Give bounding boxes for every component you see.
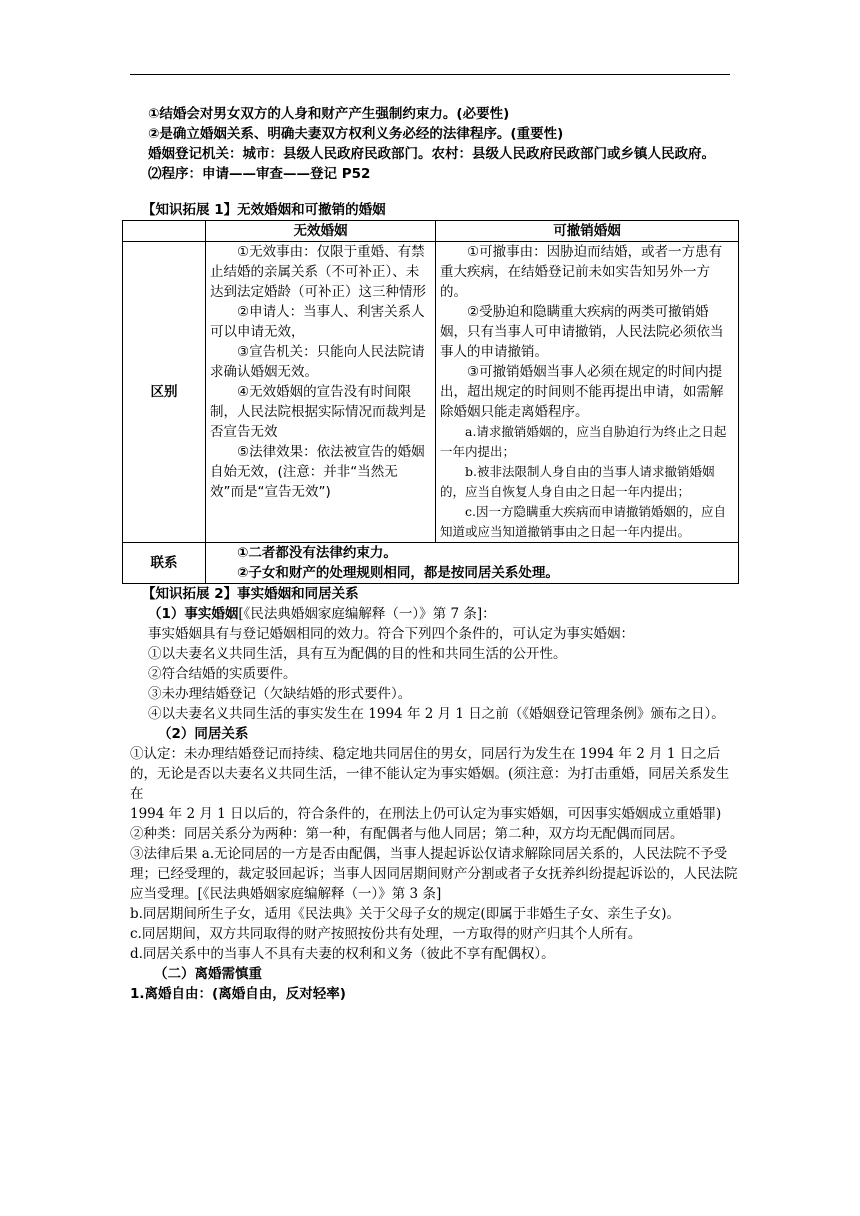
ext2-s1-line: ①以夫妻名义共同生活，具有互为配偶的目的性和共同生活的公开性。 [148,646,567,662]
col-header-invalid: 无效婚姻 [206,221,436,242]
invalid-marriage-cell [206,242,436,543]
ext2-s2-line: b.同居期间所生子女，适用《民法典》关于父母子女的规定(即属于非婚生子女、亲生子女)。 [130,906,680,922]
section2-title: （二）离婚需慎重 [154,966,262,982]
document-body [130,104,740,1004]
ext2-s2-line: c.同居期间，双方共同取得的财产按照按份共有处理，一方取得的财产归其个人所有。 [130,926,642,942]
ext2-s2-line: ③法律后果 a.无论同居的一方是否由配偶，当事人提起诉讼仅请求解除同居关系的，人民法院不予受理；已经受理的，裁定驳回起诉；当事人因同居期间财产分割或者子女抚养纠纷提起诉讼的，人民法院应当受理。[《民法典婚姻家庭编解释（一）》第 3 条] [130,846,738,902]
ext2-s1-title: （1）事实婚姻 [148,606,239,622]
revocable-item: b.被非法限制人身自由的当事人请求撤销婚姻的，应当自恢复人身自由之日起一年内提出； [440,464,715,499]
table-corner [123,221,206,242]
row-label-relation: 联系 [123,543,206,584]
ext2-s1-line: ③未办理结婚登记（欠缺结婚的形式要件）。 [148,686,412,702]
intro-line-1: ①结婚会对男女双方的人身和财产产生强制约束力。(必要性) [148,106,510,122]
comparison-table [122,220,739,584]
relation-item: ②子女和财产的处理规则相同，都是按同居关系处理。 [237,565,559,581]
relation-cell [206,543,739,584]
ext2-s2-line: 1994 年 2 月 1 日以后的，符合条件的，在刑法上仍可认定为事实婚姻，可因事实婚姻成立重婚罪) [130,806,722,822]
ext2-s2-title: （2）同居关系 [158,726,249,742]
invalid-item: ①无效事由：仅限于重婚、有禁止结婚的亲属关系（不可补正）、未达到法定婚龄（可补正）这三种情形 [210,244,426,300]
revocable-item: ②受胁迫和隐瞒重大疾病的两类可撤销婚姻，只有当事人可申请撤销，人民法院必须依当事人的申请撤销。 [440,304,724,360]
revocable-item: a.请求撤销婚姻的，应当自胁迫行为终止之日起一年内提出； [440,424,727,459]
intro-line-2: ②是确立婚姻关系、明确夫妻双方权利义务必经的法律程序。(重要性) [148,126,564,142]
revocable-item: ③可撤销婚姻当事人必须在规定的时间内提出，超出规定的时间则不能再提出申请，如需解除婚姻只能走离婚程序。 [440,364,724,420]
row-label-difference: 区别 [123,242,206,543]
ext2-s1-line: ④以夫妻名义共同生活的事实发生在 1994 年 2 月 1 日之前（《婚姻登记管理条例》颁布之日）。 [148,706,725,722]
ext2-s1-heading [130,604,740,624]
invalid-item: ④无效婚姻的宣告没有时间限制，人民法院根据实际情况而裁判是否宣告无效 [210,384,426,440]
ext2-title: 【知识拓展 2】事实婚姻和同居关系 [142,586,359,602]
invalid-item: ⑤法律效果：依法被宣告的婚姻自始无效，(注意：并非“当然无效”而是“宣告无效”) [210,444,425,500]
revocable-item: c.因一方隐瞒重大疾病而申请撤销婚姻的，应自知道或应当知道撤销事由之日起一年内提出。 [440,504,726,539]
invalid-item: ②申请人：当事人、利害关系人可以申请无效， [210,304,425,340]
intro-line-3: 婚姻登记机关：城市：县级人民政府民政部门。农村：县级人民政府民政部门或乡镇人民政府。 [148,146,715,162]
relation-item: ①二者都没有法律约束力。 [237,545,397,561]
ext2-s2-line: ①认定：未办理结婚登记而持续、稳定地共同居住的男女，同居行为发生在 1994 年 2 月 1 日之后的，无论是否以夫妻名义共同生活，一律不能认定为事实婚姻。(须注意：为打击重婚，同居关系发生在 [130,746,730,802]
intro-line-4: ⑵程序：申请——审查——登记 P52 [148,166,371,182]
revocable-item: ①可撤事由：因胁迫而结婚，或者一方患有重大疾病，在结婚登记前未如实告知另外一方的。 [440,244,723,300]
ext2-s1-line: 事实婚姻具有与登记婚姻相同的效力。符合下列四个条件的，可认定为事实婚姻： [148,626,634,642]
ext1-title: 【知识拓展 1】无效婚姻和可撤销的婚姻 [142,202,386,218]
ext2-s1-ref: [《民法典婚姻家庭编解释（一）》第 7 条]： [238,606,496,622]
header-rule [130,74,730,75]
invalid-item: ③宣告机关：只能向人民法院请求确认婚姻无效。 [210,344,425,380]
section2-item1: 1.离婚自由：(离婚自由，反对轻率) [130,986,346,1002]
ext2-s2-line: d.同居关系中的当事人不具有夫妻的权利和义务（彼此不享有配偶权）。 [130,946,555,962]
ext2-s2-line: ②种类：同居关系分为两种：第一种，有配偶者与他人同居；第二种，双方均无配偶而同居。 [130,826,684,842]
col-header-revocable: 可撤销婚姻 [436,221,739,242]
revocable-marriage-cell [436,242,739,543]
ext2-s1-line: ②符合结婚的实质要件。 [148,666,297,682]
